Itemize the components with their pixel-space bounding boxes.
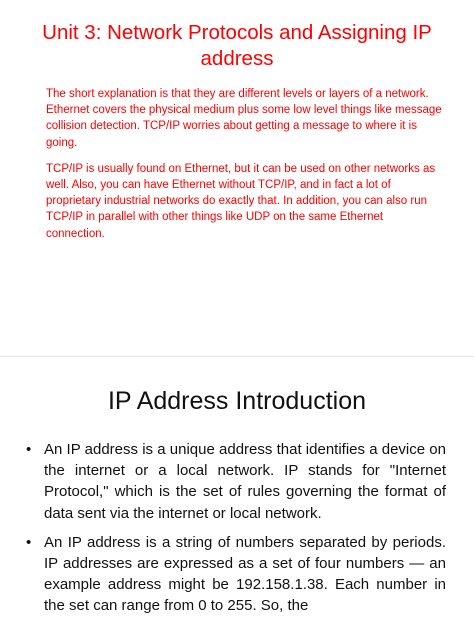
- paragraph: TCP/IP is usually found on Ethernet, but it can be used on other networks as well. Also, you can have Ethernet without TCP/IP, and in fact a lot of proprietary industrial networks do exactly that. In addition, you can also run TCP/IP in parallel with other things like UDP on the same Ethernet connection.: [46, 162, 436, 240]
- slide-title: IP Address Introduction: [107, 387, 367, 415]
- slide-body: [46, 86, 444, 252]
- bullet-item: [26, 532, 446, 617]
- slide-title: Unit 3: Network Protocols and Assigning IP address: [42, 21, 432, 70]
- slide-ip-address-introduction: [0, 357, 474, 632]
- bullet-icon: •: [26, 533, 32, 551]
- bullet-item: [26, 439, 446, 524]
- paragraph: The short explanation is that they are different levels or layers of a network. Ethernet covers the physical medium plus some low level things like message collision detection. TCP/IP worries about getting a message to where it is going.: [46, 88, 442, 149]
- bullet-list: [26, 439, 446, 625]
- bullet-text: An IP address is a unique address that identifies a device on the internet or a local network. IP stands for "Internet Protocol," which is the set of rules governing the format of data sent via the internet or local network.: [44, 441, 446, 522]
- bullet-icon: •: [26, 441, 32, 458]
- bullet-text: An IP address is a string of numbers separated by periods. IP addresses are expressed as a set of four numbers — an example address might be 192.158.1.38. Each number in the set can range from 0 to 255. So, the: [44, 533, 446, 615]
